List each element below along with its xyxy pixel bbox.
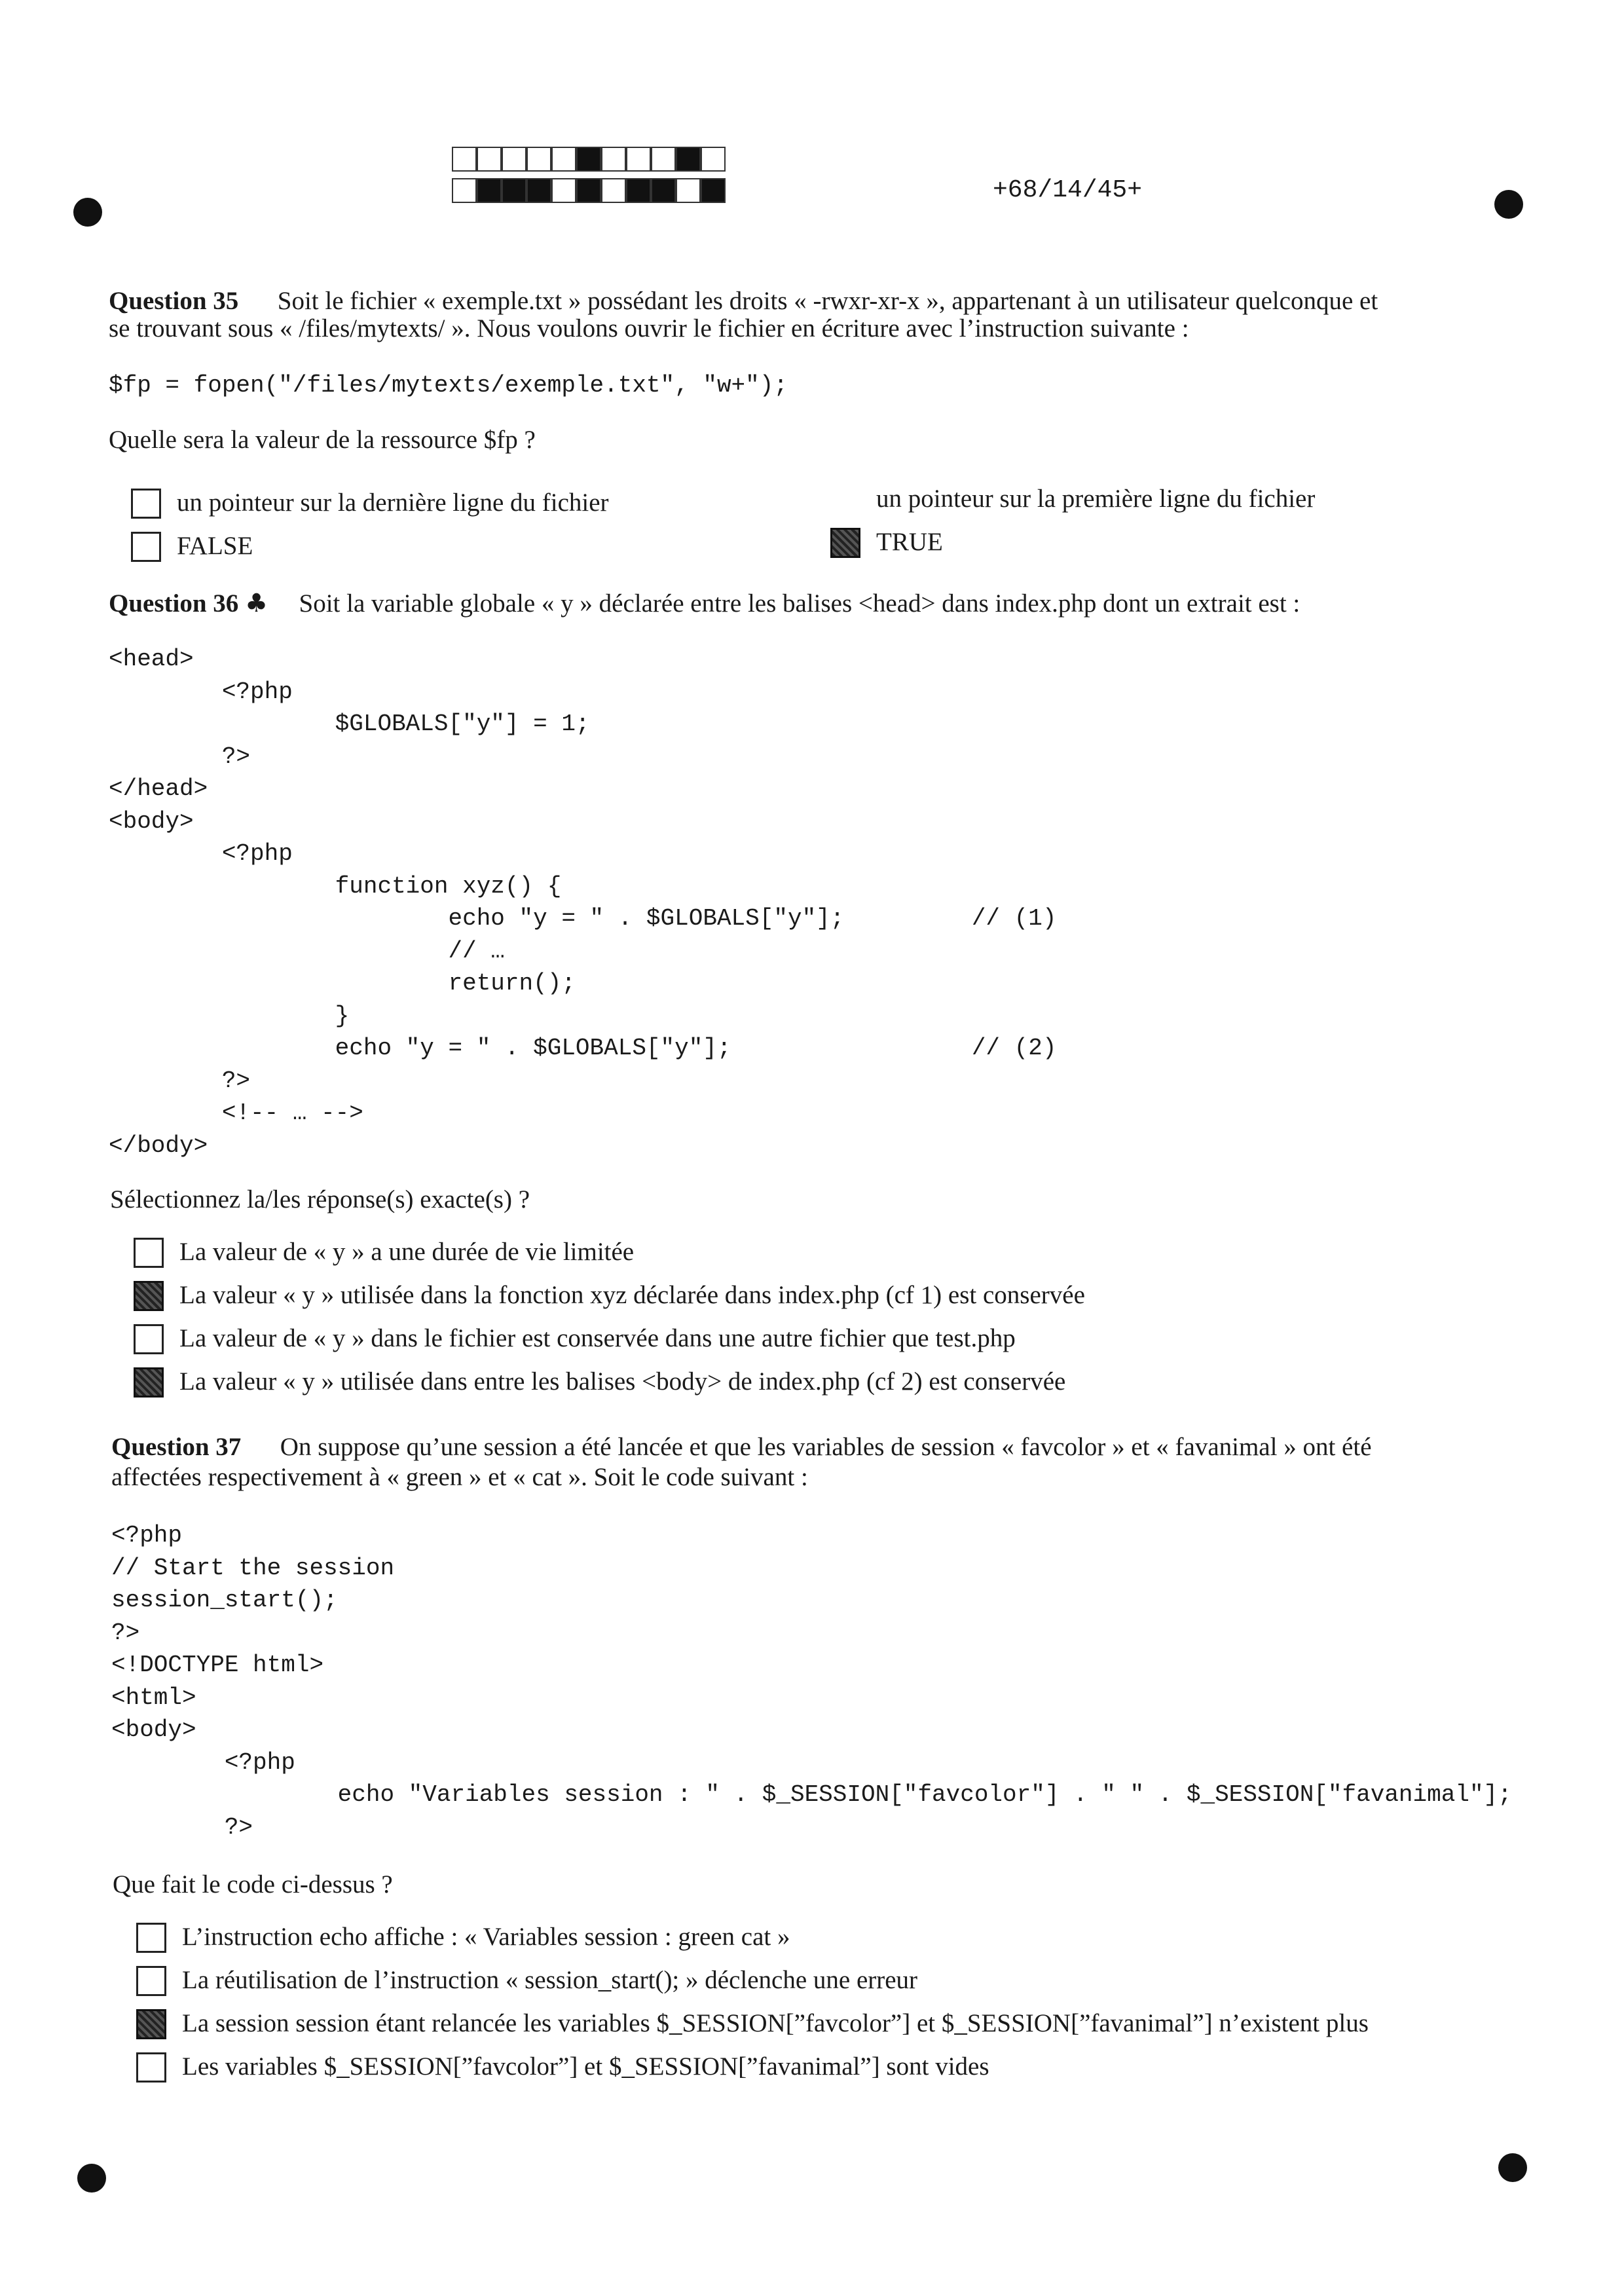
q37-option2-checkbox[interactable]: [136, 1966, 166, 1996]
code-line: <body>: [111, 1716, 196, 1743]
q37-option3-label: La session session étant relancée les variables $_SESSION[”favcolor”] et $_SESSION[”favanimal”] n’existent plus: [182, 2009, 1369, 2037]
code-line: <html>: [111, 1684, 196, 1711]
barcode-cell: [526, 147, 551, 172]
registration-mark-top-left: [73, 198, 102, 227]
q35-option1-checkbox[interactable]: [131, 489, 161, 519]
code-line: }: [109, 1002, 350, 1029]
q35-option4-checkbox[interactable]: [830, 528, 860, 558]
code-line: function xyz() {: [109, 872, 562, 900]
code-line: <?php: [111, 1749, 295, 1776]
code-line: </body>: [109, 1132, 208, 1159]
q37-prompt: Que fait le code ci-dessus ?: [113, 1870, 393, 1898]
code-line: ?>: [111, 1813, 253, 1841]
code-line: <!-- … -->: [109, 1100, 363, 1126]
q37-title: Question 37: [111, 1433, 242, 1461]
barcode-cell: [551, 147, 576, 172]
barcode-cell: [477, 178, 502, 203]
q37-text-line2: affectées respectivement à « green » et « cat ». Soit le code suivant :: [111, 1463, 808, 1491]
q37-heading: [111, 1430, 1372, 1464]
q37-text-line1: On suppose qu’une session a été lancée et que les variables de session « favcolor » et « favanimal » ont été: [280, 1433, 1372, 1461]
code-line: echo "y = " . $GLOBALS["y"]; // (2): [109, 1035, 1057, 1062]
barcode-cell: [477, 147, 502, 172]
q36-option4-checkbox[interactable]: [134, 1367, 164, 1398]
q36-prompt: Sélectionnez la/les réponse(s) exacte(s) ?: [110, 1185, 530, 1213]
barcode-cell: [601, 147, 626, 172]
code-line: <!DOCTYPE html>: [111, 1652, 324, 1678]
q35-text-line1: Soit le fichier « exemple.txt » possédant les droits « -rwxr-xr-x », appartenant à un utilisateur quelconque et: [277, 287, 1378, 315]
barcode-cell: [452, 178, 477, 203]
barcode-cell: [576, 178, 601, 203]
q35-text-line2: se trouvant sous « /files/mytexts/ ». Nous voulons ouvrir le fichier en écriture avec l’instruction suivante :: [109, 314, 1189, 343]
code-line: <body>: [109, 807, 194, 835]
code-line: <?php: [109, 678, 293, 705]
code-line: <?php: [109, 840, 293, 867]
registration-mark-bottom-left: [77, 2164, 106, 2193]
code-line: // …: [109, 937, 505, 965]
q36-option1-label: La valeur de « y » a une durée de vie limitée: [179, 1238, 635, 1266]
code-line: // Start the session: [111, 1554, 395, 1582]
q36-option2-label: La valeur « y » utilisée dans la fonction xyz déclarée dans index.php (cf 1) est conservée: [179, 1281, 1085, 1309]
q37-option4-checkbox[interactable]: [136, 2052, 166, 2083]
q35-prompt: Quelle sera la valeur de la ressource $fp ?: [109, 426, 536, 454]
q36-option3-label: La valeur de « y » dans le fichier est conservée dans une autre fichier que test.php: [179, 1324, 1016, 1352]
q36-option4-label: La valeur « y » utilisée dans entre les balises <body> de index.php (cf 2) est conservée: [179, 1367, 1066, 1396]
q36-option2-checkbox[interactable]: [134, 1281, 164, 1311]
code-line: session_start();: [111, 1587, 338, 1614]
q36-option3-checkbox[interactable]: [134, 1324, 164, 1354]
registration-mark-bottom-right: [1498, 2153, 1527, 2182]
q36-text: Soit la variable globale « y » déclarée entre les balises <head> dans index.php dont un extrait est :: [299, 589, 1301, 618]
barcode-cell: [502, 178, 526, 203]
q35-option1-label: un pointeur sur la dernière ligne du fichier: [177, 489, 609, 517]
barcode-cell: [526, 178, 551, 203]
q37-option2-label: La réutilisation de l’instruction « session_start(); » déclenche une erreur: [182, 1966, 918, 1994]
q35-option4-label: TRUE: [876, 528, 943, 556]
q35-code: $fp = fopen("/files/mytexts/exemple.txt", "w+");: [109, 372, 788, 399]
barcode-cell: [601, 178, 626, 203]
q35-option3-label: un pointeur sur la première ligne du fichier: [876, 485, 1316, 513]
q36-option1-checkbox[interactable]: [134, 1238, 164, 1268]
code-line: <?php: [111, 1522, 183, 1549]
code-line: <head>: [109, 646, 194, 673]
q35-title: Question 35: [109, 287, 239, 315]
code-line: echo "y = " . $GLOBALS["y"]; // (1): [109, 905, 1057, 932]
q37-option3-checkbox[interactable]: [136, 2009, 166, 2039]
barcode-bottom-row: [452, 178, 726, 203]
q37-option1-label: L’instruction echo affiche : « Variables session : green cat »: [182, 1923, 790, 1951]
barcode-cell: [551, 178, 576, 203]
barcode-cell: [651, 147, 676, 172]
q37-option4-label: Les variables $_SESSION[”favcolor”] et $_SESSION[”favanimal”] sont vides: [182, 2052, 989, 2081]
barcode-cell: [626, 178, 651, 203]
q35-option2-checkbox[interactable]: [131, 532, 161, 562]
barcode-top-row: [452, 147, 726, 172]
exam-code-id: +68/14/45+: [993, 176, 1143, 204]
barcode-cell: [626, 147, 651, 172]
registration-mark-top-right: [1494, 190, 1523, 219]
code-line: return();: [109, 970, 576, 997]
code-line: ?>: [109, 743, 251, 770]
code-line: ?>: [109, 1067, 251, 1094]
barcode-cell: [701, 178, 726, 203]
barcode-cell: [651, 178, 676, 203]
barcode-cell: [452, 147, 477, 172]
club-icon: ♣: [245, 589, 268, 618]
code-line: $GLOBALS["y"] = 1;: [109, 711, 590, 737]
code-line: echo "Variables session : " . $_SESSION["favcolor"] . " " . $_SESSION["favanimal"];: [111, 1781, 1512, 1808]
barcode-cell: [676, 178, 701, 203]
code-line: ?>: [111, 1619, 140, 1646]
q35-option2-label: FALSE: [177, 532, 253, 560]
q37-option1-checkbox[interactable]: [136, 1923, 166, 1953]
q36-heading: [109, 587, 1300, 621]
barcode-cell: [701, 147, 726, 172]
barcode-cell: [576, 147, 601, 172]
barcode-cell: [676, 147, 701, 172]
q36-title: Question 36: [109, 589, 239, 618]
code-line: </head>: [109, 775, 208, 802]
barcode-cell: [502, 147, 526, 172]
